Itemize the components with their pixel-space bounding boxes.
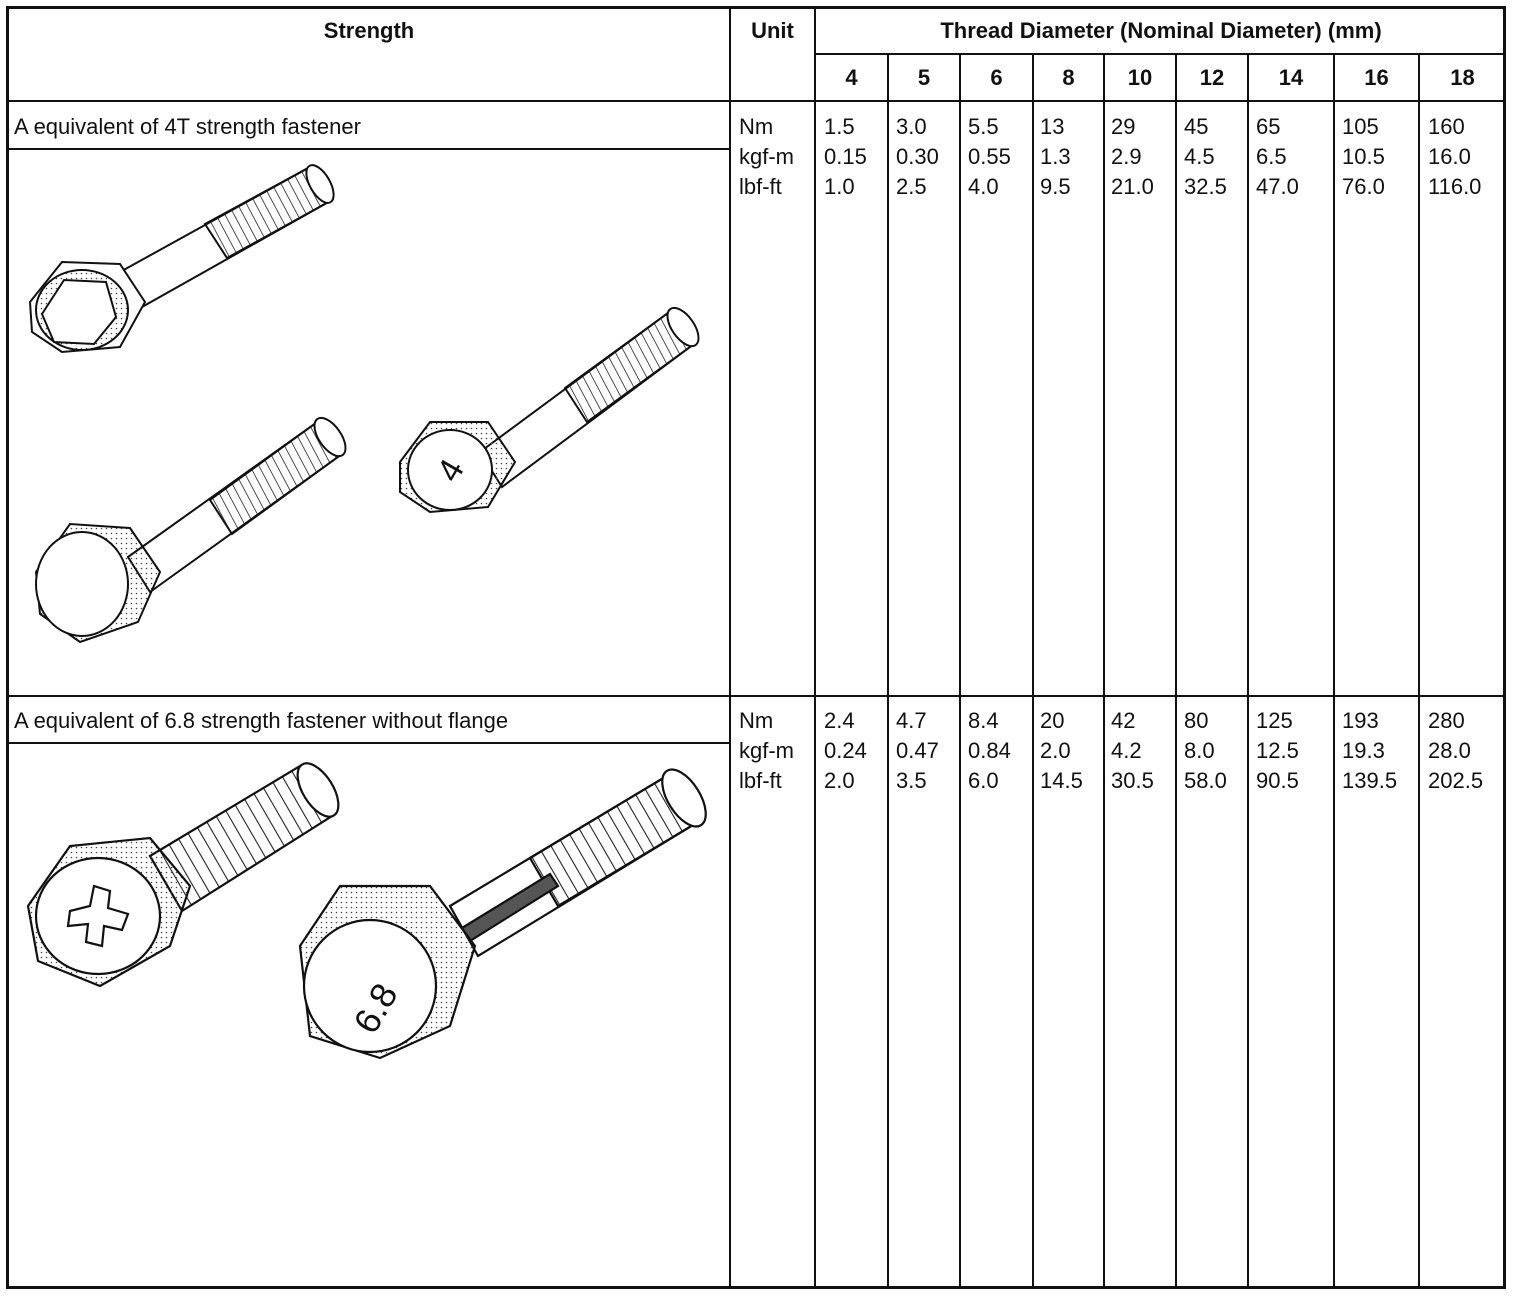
- bolt-4t-bottom-left: [36, 413, 352, 642]
- thread-diameter-header: Thread Diameter (Nominal Diameter) (mm): [940, 18, 1382, 43]
- row2-d6-lbfft: 6.0: [968, 768, 999, 793]
- row1-d6-kgfm: 0.55: [968, 144, 1011, 169]
- diameter-8: 8: [1062, 65, 1075, 90]
- row1-d18-nm: 160: [1428, 114, 1465, 139]
- header-split-line: [815, 53, 1505, 55]
- divider-col-8: [1032, 54, 1034, 1288]
- row2-d8-kgfm: 2.0: [1040, 738, 1071, 763]
- row2-d16-kgfm: 19.3: [1342, 738, 1385, 763]
- header-bottom-line: [7, 100, 1505, 102]
- row1-unit-lbfft: lbf-ft: [739, 174, 782, 199]
- row2-strength-label: A equivalent of 6.8 strength fastener without flange: [14, 708, 509, 733]
- row1-d8-lbfft: 9.5: [1040, 174, 1071, 199]
- row1-d5-nm: 3.0: [896, 114, 927, 139]
- row2-d4-lbfft: 2.0: [824, 768, 855, 793]
- row2-d5-lbfft: 3.5: [896, 768, 927, 793]
- row2-d10-lbfft: 30.5: [1111, 768, 1154, 793]
- row2-d12-lbfft: 58.0: [1184, 768, 1227, 793]
- diameter-4: 4: [845, 65, 858, 90]
- row2-d18-kgfm: 28.0: [1428, 738, 1471, 763]
- row1-d16-kgfm: 10.5: [1342, 144, 1385, 169]
- divider-col-18: [1418, 54, 1420, 1288]
- row-separator-line: [7, 695, 1505, 697]
- row2-label-line: [7, 742, 730, 744]
- row2-d10-nm: 42: [1111, 708, 1136, 733]
- row2-d4-kgfm: 0.24: [824, 738, 867, 763]
- row2-d6-nm: 8.4: [968, 708, 999, 733]
- row2-d4-nm: 2.4: [824, 708, 855, 733]
- bolts-4t-illustration: [10, 152, 725, 692]
- row1-strength-label: A equivalent of 4T strength fastener: [14, 114, 361, 139]
- row2-unit-lbfft: lbf-ft: [739, 768, 782, 793]
- bolt-4t-top-left: [30, 161, 339, 352]
- diameter-14: 14: [1278, 65, 1304, 90]
- bolt-4t-head-mark: 4: [429, 452, 473, 489]
- row1-d14-lbfft: 47.0: [1256, 174, 1299, 199]
- row1-d4-lbfft: 1.0: [824, 174, 855, 199]
- row2-d6-kgfm: 0.84: [968, 738, 1011, 763]
- divider-col-14: [1247, 54, 1249, 1288]
- row2-d14-lbfft: 90.5: [1256, 768, 1299, 793]
- row1-d10-nm: 29: [1111, 114, 1136, 139]
- diameter-6: 6: [990, 65, 1003, 90]
- divider-col-5: [887, 54, 889, 1288]
- bolt-68-head-mark: 6.8: [345, 976, 406, 1041]
- bolt-68-left: [28, 757, 347, 986]
- row2-d14-kgfm: 12.5: [1256, 738, 1299, 763]
- divider-col-10: [1103, 54, 1105, 1288]
- row1-d6-lbfft: 4.0: [968, 174, 999, 199]
- row2-d18-nm: 280: [1428, 708, 1465, 733]
- diameter-10: 10: [1127, 65, 1153, 90]
- row1-d10-lbfft: 21.0: [1111, 174, 1154, 199]
- bolt-4t-right: [400, 303, 705, 512]
- row2-d18-lbfft: 202.5: [1428, 768, 1484, 793]
- row1-d18-lbfft: 116.0: [1428, 174, 1482, 199]
- row2-d12-nm: 80: [1184, 708, 1209, 733]
- row1-d8-nm: 13: [1040, 114, 1065, 139]
- row1-d6-nm: 5.5: [968, 114, 999, 139]
- row1-d16-lbfft: 76.0: [1342, 174, 1385, 199]
- row2-unit-kgfm: kgf-m: [739, 738, 794, 763]
- unit-header: Unit: [751, 18, 794, 43]
- bolts-68-illustration: [10, 746, 725, 1284]
- row1-d14-nm: 65: [1256, 114, 1281, 139]
- row1-label-line: [7, 148, 730, 150]
- row1-d14-kgfm: 6.5: [1256, 144, 1287, 169]
- row2-d16-nm: 193: [1342, 708, 1379, 733]
- row1-d5-kgfm: 0.30: [896, 144, 939, 169]
- row1-d12-lbfft: 32.5: [1184, 174, 1227, 199]
- divider-col-12: [1175, 54, 1177, 1288]
- diameter-12: 12: [1199, 65, 1225, 90]
- row2-d14-nm: 125: [1256, 708, 1293, 733]
- row1-d5-lbfft: 2.5: [896, 174, 927, 199]
- row2-d8-lbfft: 14.5: [1040, 768, 1083, 793]
- row2-d5-kgfm: 0.47: [896, 738, 939, 763]
- row1-d4-kgfm: 0.15: [824, 144, 867, 169]
- divider-unit-values: [814, 7, 816, 1288]
- row2-d8-nm: 20: [1040, 708, 1065, 733]
- row2-d12-kgfm: 8.0: [1184, 738, 1215, 763]
- divider-strength-unit: [729, 7, 731, 1288]
- row1-unit-nm: Nm: [739, 114, 774, 139]
- row2-d10-kgfm: 4.2: [1111, 738, 1142, 763]
- row1-d12-kgfm: 4.5: [1184, 144, 1215, 169]
- diameter-5: 5: [917, 65, 931, 90]
- row2-d16-lbfft: 139.5: [1342, 768, 1398, 793]
- row2-d5-nm: 4.7: [896, 708, 927, 733]
- row1-d12-nm: 45: [1184, 114, 1209, 139]
- row2-unit-nm: Nm: [739, 708, 774, 733]
- row1-d18-kgfm: 16.0: [1428, 144, 1471, 169]
- row1-d8-kgfm: 1.3: [1040, 144, 1071, 169]
- row1-d10-kgfm: 2.9: [1111, 144, 1142, 169]
- diameter-16: 16: [1364, 65, 1389, 90]
- row1-unit-kgfm: kgf-m: [739, 144, 794, 169]
- row1-d16-nm: 105: [1342, 114, 1379, 139]
- diameter-18: 18: [1450, 65, 1475, 90]
- divider-col-6: [959, 54, 961, 1288]
- divider-col-16: [1333, 54, 1335, 1288]
- row1-d4-nm: 1.5: [824, 114, 855, 139]
- strength-header: Strength: [323, 18, 415, 43]
